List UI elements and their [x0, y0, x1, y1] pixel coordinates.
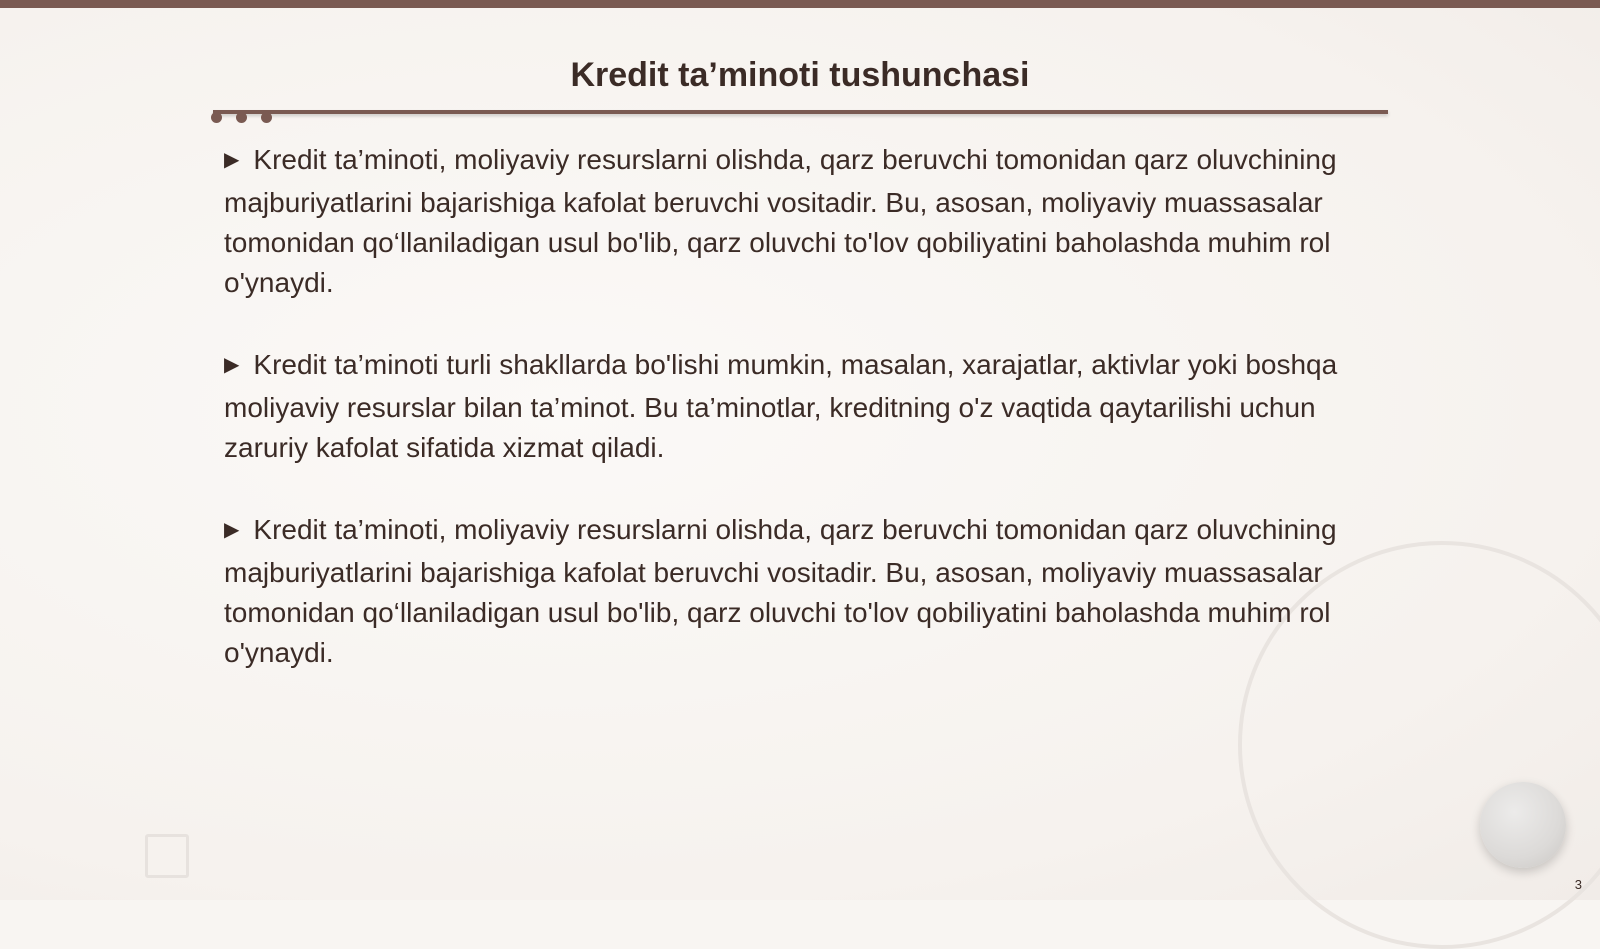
bullet-text: Kredit ta’minoti, moliyaviy resurslarni olishda, qarz beruvchi tomonidan qarz oluvchining majburiyatlarini bajarishiga kafolat beruvchi vositadir. Bu, asosan, moliyaviy muassasalar tomonidan qo‘llaniladigan usul bo'lib, qarz oluvchi to'lov qobiliyatini baholashda muhim rol o'ynaydi.: [224, 514, 1337, 668]
bullet-item: [224, 510, 1354, 673]
page-number: 3: [1574, 877, 1582, 892]
title-underline: [213, 110, 1388, 114]
top-accent-bar: [0, 0, 1600, 8]
bullet-text: Kredit ta’minoti turli shakllarda bo'lishi mumkin, masalan, xarajatlar, aktivlar yoki boshqa moliyaviy resurslar bilan ta’minot. Bu ta’minotlar, kreditning o'z vaqtida qaytarilishi uchun zaruriy kafolat sifatida xizmat qiladi.: [224, 349, 1338, 463]
bullet-text: Kredit ta’minoti, moliyaviy resurslarni olishda, qarz beruvchi tomonidan qarz oluvchining majburiyatlarini bajarishiga kafolat beruvchi vositadir. Bu, asosan, moliyaviy muassasalar tomonidan qo‘llaniladigan usul bo'lib, qarz oluvchi to'lov qobiliyatini baholashda muhim rol o'ynaydi.: [224, 144, 1337, 298]
title-dot: [236, 112, 247, 123]
triangle-bullet-icon: ▶: [224, 149, 240, 171]
title-dot: [211, 112, 222, 123]
bullet-list: [224, 140, 1354, 715]
decorative-square: [145, 834, 189, 878]
bullet-item: [224, 345, 1354, 468]
title-dot: [261, 112, 272, 123]
triangle-bullet-icon: ▶: [224, 519, 240, 541]
bullet-item: [224, 140, 1354, 303]
triangle-bullet-icon: ▶: [224, 354, 240, 376]
decorative-sphere: [1480, 782, 1566, 868]
slide-title: Kredit ta’minoti tushunchasi: [570, 56, 1030, 94]
